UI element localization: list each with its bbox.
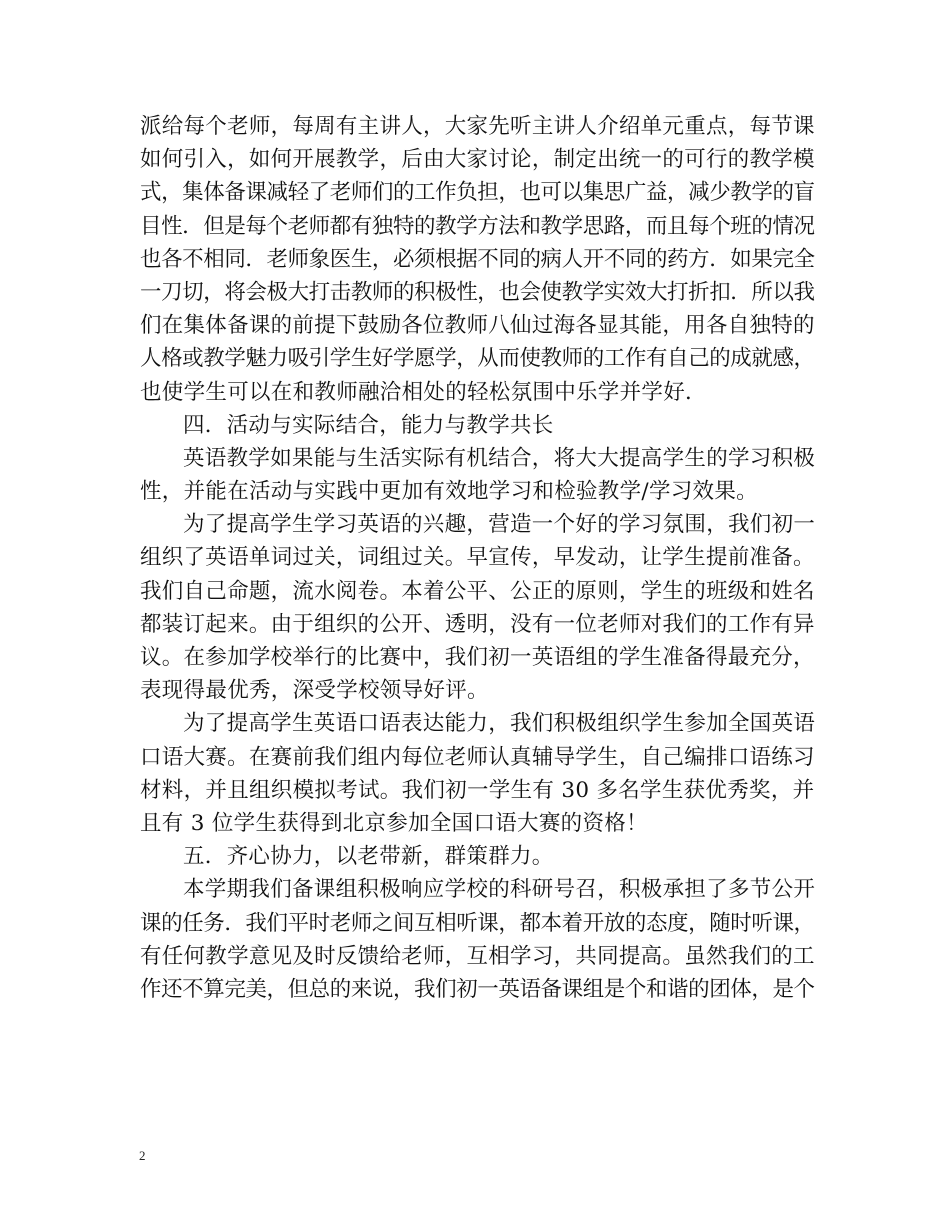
- text-line: 口语大赛。在赛前我们组内每位老师认真辅导学生，自己编排口语练习: [140, 744, 815, 770]
- text-line: 课的任务．我们平时老师之间互相听课，都本着开放的态度，随时听课，: [140, 910, 815, 936]
- text-line: 人格或教学魅力吸引学生好学愿学，从而使教师的工作有自己的成就感，: [140, 346, 815, 372]
- text-line: 我们自己命题，流水阅卷。本着公平、公正的原则，学生的班级和姓名: [140, 578, 815, 604]
- text-line: 为了提高学生学习英语的兴趣，营造一个好的学习氛围，我们初一: [183, 512, 816, 538]
- text-line: 都装订起来。由于组织的公开、透明，没有一位老师对我们的工作有异: [140, 611, 815, 637]
- text-line: 式，集体备课减轻了老师们的工作负担，也可以集思广益，减少教学的盲: [140, 180, 815, 206]
- text-line: 一刀切，将会极大打击教师的积极性，也会使教学实效大打折扣．所以我: [140, 279, 815, 305]
- text-line: 议。在参加学校举行的比赛中，我们初一英语组的学生准备得最充分，: [140, 645, 815, 670]
- text-line: 表现得最优秀，深受学校领导好评。: [140, 678, 489, 704]
- text-line: 作还不算完美，但总的来说，我们初一英语备课组是个和谐的团体，是个: [140, 976, 815, 1002]
- text-line: 如何引入，如何开展教学，后由大家讨论，制定出统一的可行的教学模: [140, 147, 815, 173]
- text-line: 五．齐心协力，以老带新，群策群力。: [183, 844, 554, 870]
- document-body: [140, 110, 815, 1006]
- text-line: 组织了英语单词过关，词组过关。早宣传，早发动，让学生提前准备。: [140, 545, 815, 571]
- text-line: 也各不相同．老师象医生，必须根据不同的病人开不同的药方．如果完全: [140, 246, 815, 272]
- text-line: 目性．但是每个老师都有独特的教学方法和教学思路，而且每个班的情况: [140, 213, 815, 239]
- text-line: 为了提高学生英语口语表达能力，我们积极组织学生参加全国英语: [183, 711, 816, 737]
- text-line: 有任何教学意见及时反馈给老师，互相学习，共同提高。虽然我们的工: [140, 943, 815, 969]
- text-line: 本学期我们备课组积极响应学校的科研号召，积极承担了多节公开: [183, 877, 816, 903]
- text-line: 也使学生可以在和教师融洽相处的轻松氛围中乐学并学好．: [140, 379, 707, 405]
- text-line: 且有 3 位学生获得到北京参加全国口语大赛的资格！: [140, 810, 648, 836]
- text-line: 派给每个老师，每周有主讲人，大家先听主讲人介绍单元重点，每节课: [140, 114, 815, 139]
- text-line: 们在集体备课的前提下鼓励各位教师八仙过海各显其能，用各自独特的: [140, 313, 815, 339]
- text-line: 材料，并且组织模拟考试。我们初一学生有 30 多名学生获优秀奖，并: [140, 777, 815, 803]
- text-line: 英语教学如果能与生活实际有机结合，将大大提高学生的学习积极: [183, 445, 816, 471]
- text-line: 四．活动与实际结合，能力与教学共长: [183, 412, 554, 438]
- page-number: 2: [139, 1148, 146, 1163]
- text-line: 性，并能在活动与实践中更加有效地学习和检验教学/学习效果。: [140, 479, 758, 505]
